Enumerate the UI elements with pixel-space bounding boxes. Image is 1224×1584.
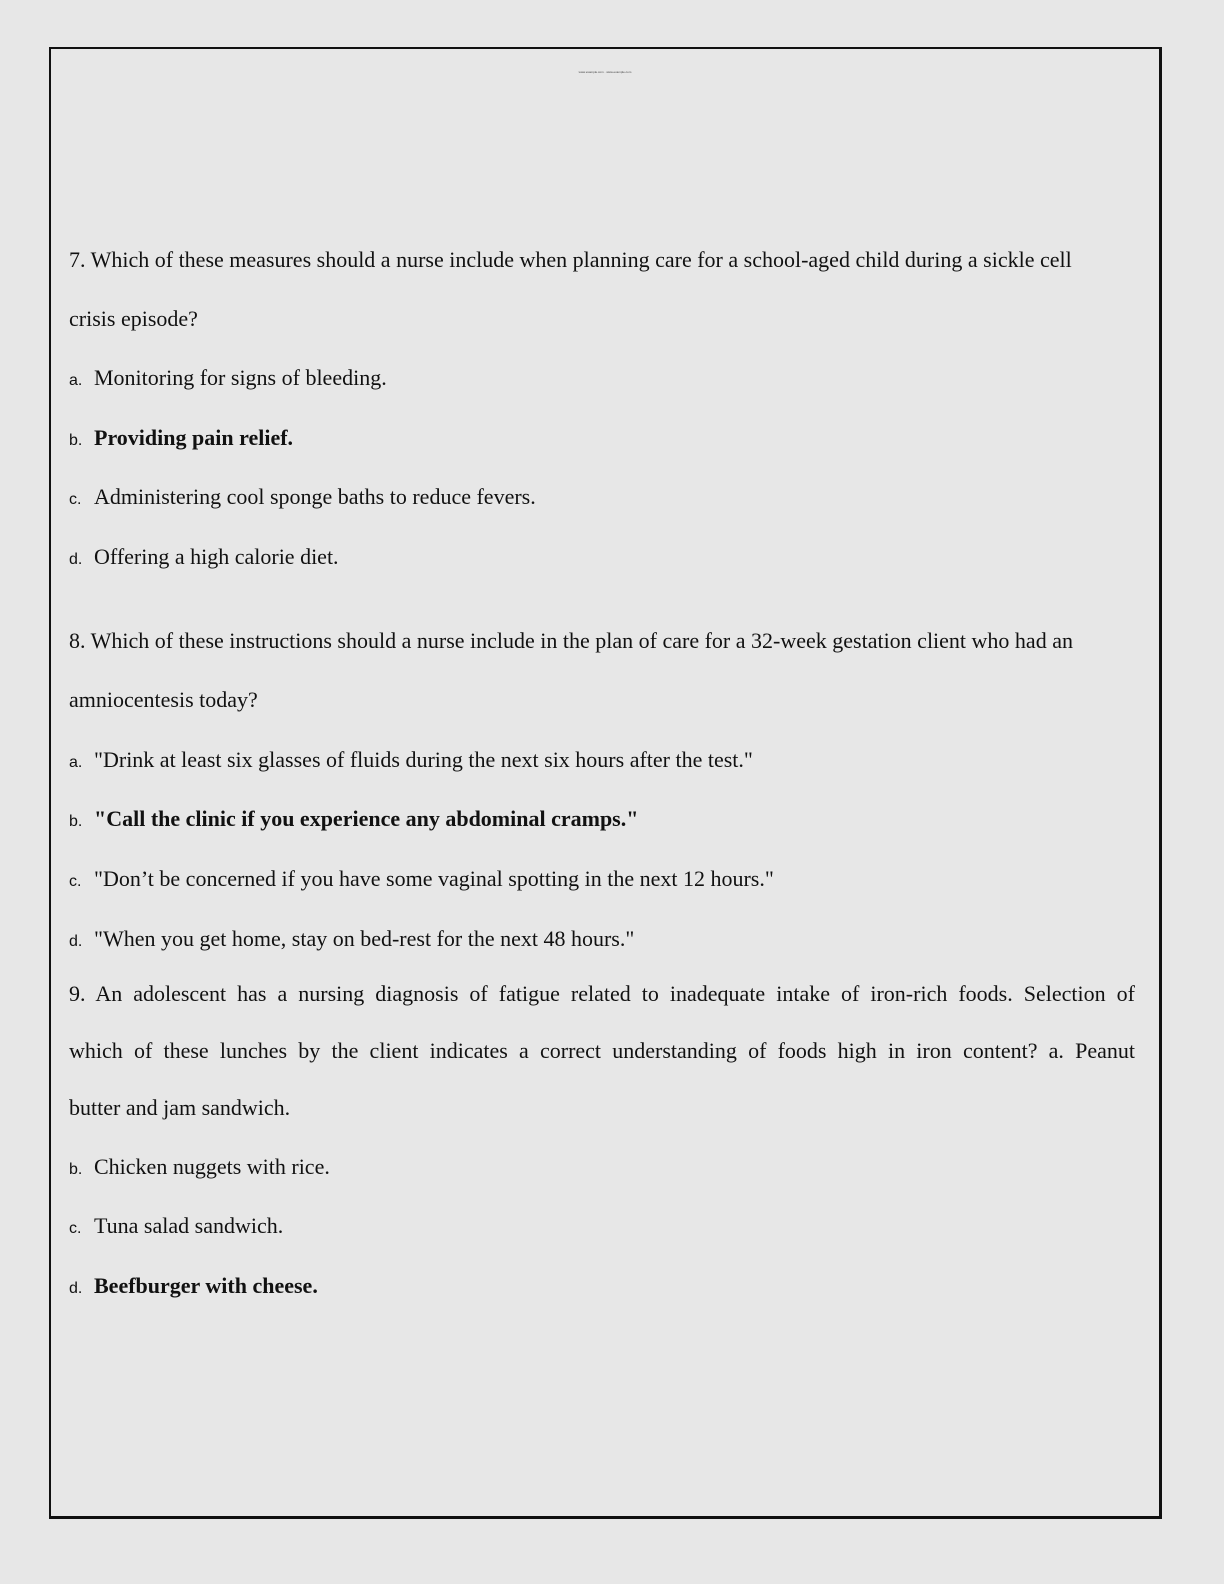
option-letter: c. [69,873,82,890]
option-text: "When you get home, stay on bed-rest for the next 48 hours." [94,926,635,951]
question-9-text-line-3: butter and jam sandwich. [69,1095,291,1120]
option-text: Monitoring for signs of bleeding. [94,365,387,390]
question-9-text-line-2: which of these lunches by the client indicates a correct understanding of foods high in iron content? a. Peanut [69,1038,1135,1063]
question-7-text-line-2: crisis episode? [69,306,198,331]
option-letter: c. [69,1220,82,1237]
option-text: "Don’t be concerned if you have some vaginal spotting in the next 12 hours." [94,866,774,891]
option-letter: d. [69,933,83,950]
option-letter: a. [69,754,83,771]
question-8-option-b-answer [69,806,638,835]
question-9-option-d-answer [69,1273,318,1302]
option-letter: b. [69,1161,83,1178]
question-7-option-b-answer [69,425,293,454]
option-letter: d. [69,551,83,568]
option-letter: a. [69,372,83,389]
question-7-option-a [69,365,387,394]
option-text: "Call the clinic if you experience any abdominal cramps." [94,806,639,831]
question-7-option-c [69,484,536,513]
option-text: Offering a high calorie diet. [94,544,339,569]
option-text: Administering cool sponge baths to reduce fevers. [94,484,536,509]
question-9-option-c [69,1213,283,1242]
question-8-option-d [69,926,634,955]
option-text: Providing pain relief. [94,425,294,450]
option-text: Beefburger with cheese. [94,1273,318,1298]
question-9-option-b [69,1154,330,1183]
question-8-option-a [69,747,753,776]
option-letter: b. [69,432,83,449]
header-watermark: www.example.com · www.example.com [578,70,632,74]
question-8-option-c [69,866,774,895]
option-letter: c. [69,491,82,508]
option-text: Chicken nuggets with rice. [94,1154,330,1179]
question-7-option-d [69,544,339,573]
document-page [49,47,1162,1519]
option-text: Tuna salad sandwich. [94,1213,284,1238]
option-letter: d. [69,1280,83,1297]
option-letter: b. [69,813,83,830]
option-text: "Drink at least six glasses of fluids during the next six hours after the test." [94,747,753,772]
question-7-text-line-1: 7. Which of these measures should a nurse include when planning care for a school-aged child during a sickle cell [69,247,1072,272]
question-8-text-line-2: amniocentesis today? [69,687,258,712]
question-9-text-line-1: 9. An adolescent has a nursing diagnosis of fatigue related to inadequate intake of iron-rich foods. Selection of [69,981,1135,1006]
question-8-text-line-1: 8. Which of these instructions should a nurse include in the plan of care for a 32-week gestation client who had an [69,628,1073,653]
